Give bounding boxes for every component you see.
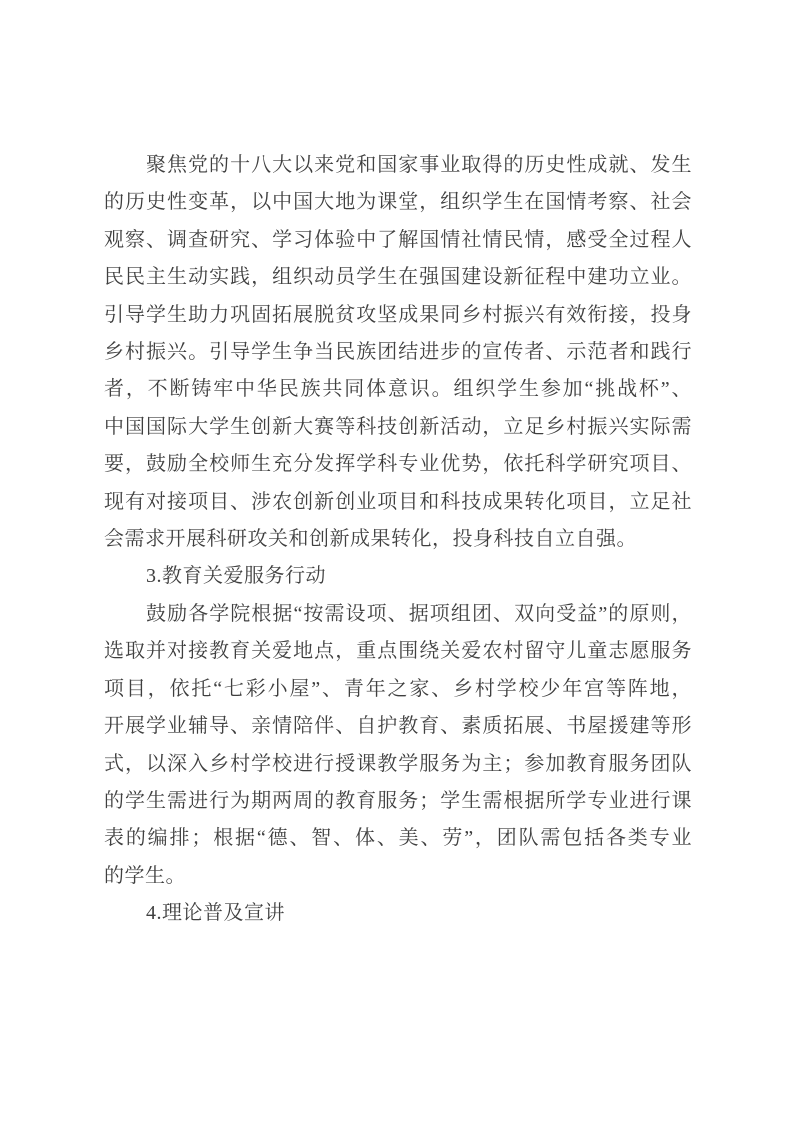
text-line: 民民主生动实践，组织动员学生在强国建设新征程中建功立业。 [104,266,692,289]
text-line: 鼓励各学院根据“按需设项、据项组团、双向受益”的原则， [146,602,692,625]
text-line: 引导学生助力巩固拓展脱贫攻坚成果同乡村振兴有效衔接，投身 [104,303,692,326]
text-line: 聚焦党的十八大以来党和国家事业取得的历史性成就、发生 [146,154,692,176]
text-line: 选取并对接教育关爱地点，重点围绕关爱农村留守儿童志愿服务 [104,640,692,663]
text-line: 要，鼓励全校师生充分发挥学科专业优势，依托科学研究项目、 [104,453,692,476]
text-line: 的历史性变革，以中国大地为课堂，组织学生在国情考察、社会 [104,191,692,214]
text-line: 乡村振兴。引导学生争当民族团结进步的宣传者、示范者和践行 [104,341,692,364]
text-line: 的学生。 [104,864,186,887]
text-line: 观察、调查研究、学习体验中了解国情社情民情，感受全过程人 [104,228,692,251]
text-line: 会需求开展科研攻关和创新成果转化，投身科技自立自强。 [104,528,637,551]
text-line: 表的编排；根据“德、智、体、美、劳”，团队需包括各类专业 [104,827,692,850]
section-heading: 3.教育关爱服务行动 [146,565,326,588]
text-line: 开展学业辅导、亲情陪伴、自护教育、素质拓展、书屋援建等形 [104,715,692,738]
document-body-text [104,147,692,933]
text-line: 式，以深入乡村学校进行授课教学服务为主；参加教育服务团队 [104,752,692,775]
text-line: 现有对接项目、涉农创新创业项目和科技成果转化项目，立足社 [104,490,692,513]
text-line: 中国国际大学生创新大赛等科技创新活动，立足乡村振兴实际需 [104,415,692,438]
text-line: 者，不断铸牢中华民族共同体意识。组织学生参加“挑战杯”、 [104,378,692,401]
text-line: 的学生需进行为期两周的教育服务；学生需根据所学专业进行课 [104,789,692,812]
section-heading: 4.理论普及宣讲 [146,902,285,925]
text-line: 项目，依托“七彩小屋”、青年之家、乡村学校少年宫等阵地， [104,677,692,700]
